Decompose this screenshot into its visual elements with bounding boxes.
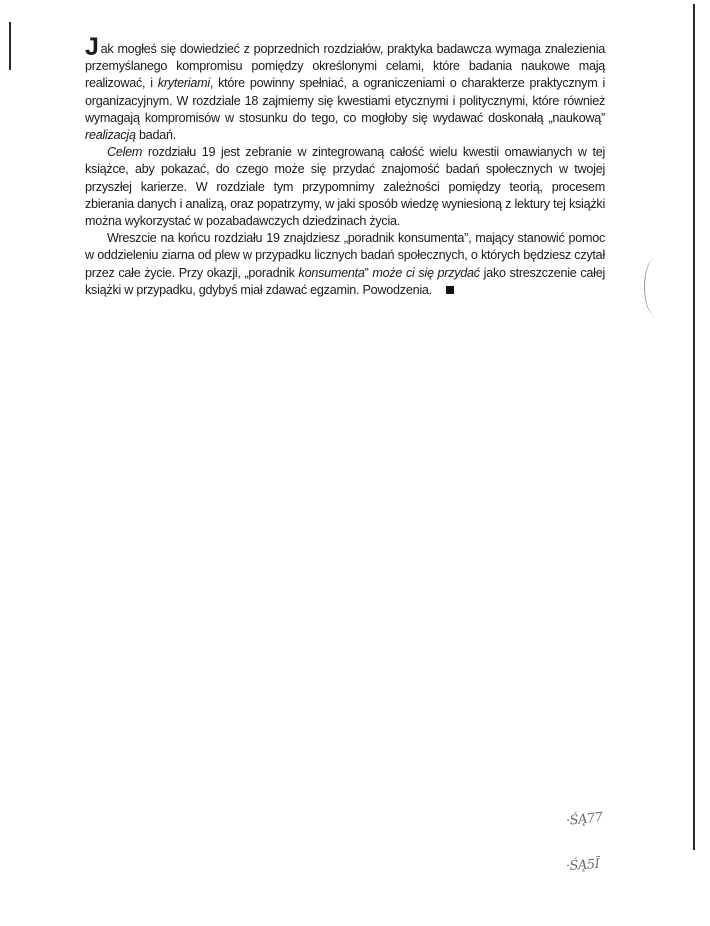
chapter-intro-text — [85, 33, 605, 299]
handwritten-note-1: ·ŚĄ77 — [565, 810, 604, 829]
right-margin-rule — [693, 4, 695, 850]
handwritten-note-2: ·ŚĄ5Ī — [565, 856, 600, 875]
paragraph-2 — [85, 144, 605, 230]
paragraph-1 — [85, 33, 605, 144]
paragraph-2-text: rozdziału 19 jest zebranie w zintegrowaną całość wielu kwestii omawianych w tej książce, aby pokazać, do czego może się przydać znajomość badań społecznych w twojej przyszłej karierze. W rozdziale tym przypomnimy zależności pomiędzy teorią, procesem zbierania danych i analizą, oraz popatrzymy, w jaki sposób wiedzę wyniesioną z lektury tej książki można wykorzystać w pozabadawczych dziedzinach życia. — [85, 145, 605, 229]
paragraph-3-lead: Wreszcie na końcu rozdziału 19 znajdziesz „poradnik konsumenta”, mający stanowić pomoc w oddzieleniu ziarna od plew w przypadku licznych badań społecznych, o których będziesz czytał przez całe życie. Przy okazji, „poradnik — [85, 231, 605, 280]
paragraph-1-tail: badań. — [135, 128, 176, 143]
left-margin-rule — [9, 22, 11, 70]
paragraph-3-mid: ” — [364, 265, 373, 280]
drop-cap: J — [85, 33, 99, 61]
paragraph-1-emphasis-2: realizacją — [85, 128, 136, 143]
paragraph-3-tail: jako streszczenie całej książki w przypadku, gdybyś miał zdawać egzamin. Powodzenia. — [85, 265, 605, 297]
paragraph-3-emphasis-2: może ci się przydać — [372, 265, 480, 280]
paragraph-1-emphasis-1: kryteriami — [157, 76, 210, 91]
paragraph-1-lead: ak mogłeś się dowiedzieć z poprzednich rozdziałów, praktyka badawcza wymaga znalezienia przemyślanego kompromisu pomiędzy określonymi celami, które badania naukowe mają realizować, i — [85, 42, 605, 91]
paragraph-1-mid: , które powinny spełniać, a ograniczeniami o charakterze praktycznym i organizacyjnym. W rozdziale 18 zajmiemy się kwestiami etycznymi i politycznymi, które również wymagają kompromisów w stosunku do tego, co mogłoby się wydawać doskonałą „naukową” — [85, 76, 605, 125]
paragraph-2-emphasis-1: Celem — [107, 145, 143, 160]
paragraph-3-emphasis-1: konsumenta — [298, 265, 365, 280]
paragraph-3 — [85, 230, 605, 299]
end-of-section-square-icon — [446, 286, 454, 294]
margin-bracket-mark — [644, 258, 667, 316]
